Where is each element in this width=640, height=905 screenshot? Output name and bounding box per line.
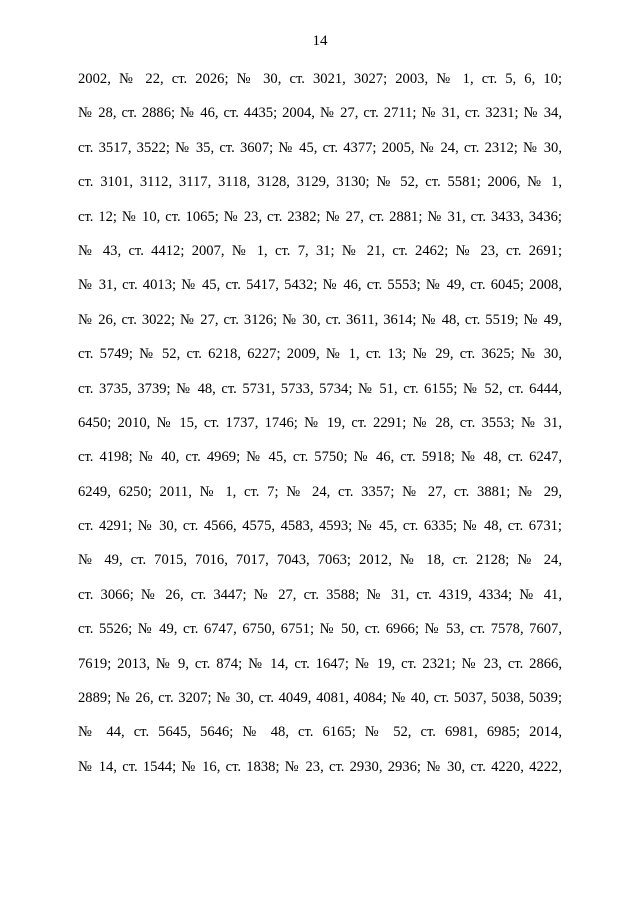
text-line: ст. 3735, 3739; № 48, ст. 5731, 5733, 5734; № 51, ст. 6155; № 52, ст. 6444, xyxy=(78,380,562,397)
text-line: ст. 12; № 10, ст. 1065; № 23, ст. 2382; № 27, ст. 2881; № 31, ст. 3433, 3436; xyxy=(78,208,562,225)
text-line: № 43, ст. 4412; 2007, № 1, ст. 7, 31; № 21, ст. 2462; № 23, ст. 2691; xyxy=(78,242,562,259)
text-line: № 44, ст. 5645, 5646; № 48, ст. 6165; № 52, ст. 6981, 6985; 2014, xyxy=(78,724,562,741)
text-line: 7619; 2013, № 9, ст. 874; № 14, ст. 1647; № 19, ст. 2321; № 23, ст. 2866, xyxy=(78,655,562,672)
text-line: ст. 3101, 3112, 3117, 3118, 3128, 3129, 3130; № 52, ст. 5581; 2006, № 1, xyxy=(78,174,562,191)
text-line: ст. 3066; № 26, ст. 3447; № 27, ст. 3588; № 31, ст. 4319, 4334; № 41, xyxy=(78,586,562,603)
text-line: ст. 3517, 3522; № 35, ст. 3607; № 45, ст. 4377; 2005, № 24, ст. 2312; № 30, xyxy=(78,139,562,156)
page-number: 14 xyxy=(312,33,328,49)
text-line: ст. 4198; № 40, ст. 4969; № 45, ст. 5750; № 46, ст. 5918; № 48, ст. 6247, xyxy=(78,449,562,466)
body-text xyxy=(78,68,562,790)
text-line: № 31, ст. 4013; № 45, ст. 5417, 5432; № 46, ст. 5553; № 49, ст. 6045; 2008, xyxy=(78,277,562,294)
text-line: № 49, ст. 7015, 7016, 7017, 7043, 7063; 2012, № 18, ст. 2128; № 24, xyxy=(78,552,562,569)
text-line: ст. 5749; № 52, ст. 6218, 6227; 2009, № 1, ст. 13; № 29, ст. 3625; № 30, xyxy=(78,346,562,363)
text-line: ст. 4291; № 30, ст. 4566, 4575, 4583, 4593; № 45, ст. 6335; № 48, ст. 6731; xyxy=(78,518,562,535)
text-line: № 14, ст. 1544; № 16, ст. 1838; № 23, ст. 2930, 2936; № 30, ст. 4220, 4222, xyxy=(78,758,562,775)
text-line: ст. 5526; № 49, ст. 6747, 6750, 6751; № 50, ст. 6966; № 53, ст. 7578, 7607, xyxy=(78,621,562,638)
text-line: 6450; 2010, № 15, ст. 1737, 1746; № 19, ст. 2291; № 28, ст. 3553; № 31, xyxy=(78,414,562,431)
text-line: № 28, ст. 2886; № 46, ст. 4435; 2004, № 27, ст. 2711; № 31, ст. 3231; № 34, xyxy=(78,105,562,122)
text-line: 2002, № 22, ст. 2026; № 30, ст. 3021, 3027; 2003, № 1, ст. 5, 6, 10; xyxy=(78,71,562,87)
text-line: 2889; № 26, ст. 3207; № 30, ст. 4049, 4081, 4084; № 40, ст. 5037, 5038, 5039; xyxy=(78,690,562,707)
text-line: 6249, 6250; 2011, № 1, ст. 7; № 24, ст. 3357; № 27, ст. 3881; № 29, xyxy=(78,483,562,500)
text-line: № 26, ст. 3022; № 27, ст. 3126; № 30, ст. 3611, 3614; № 48, ст. 5519; № 49, xyxy=(78,311,562,328)
